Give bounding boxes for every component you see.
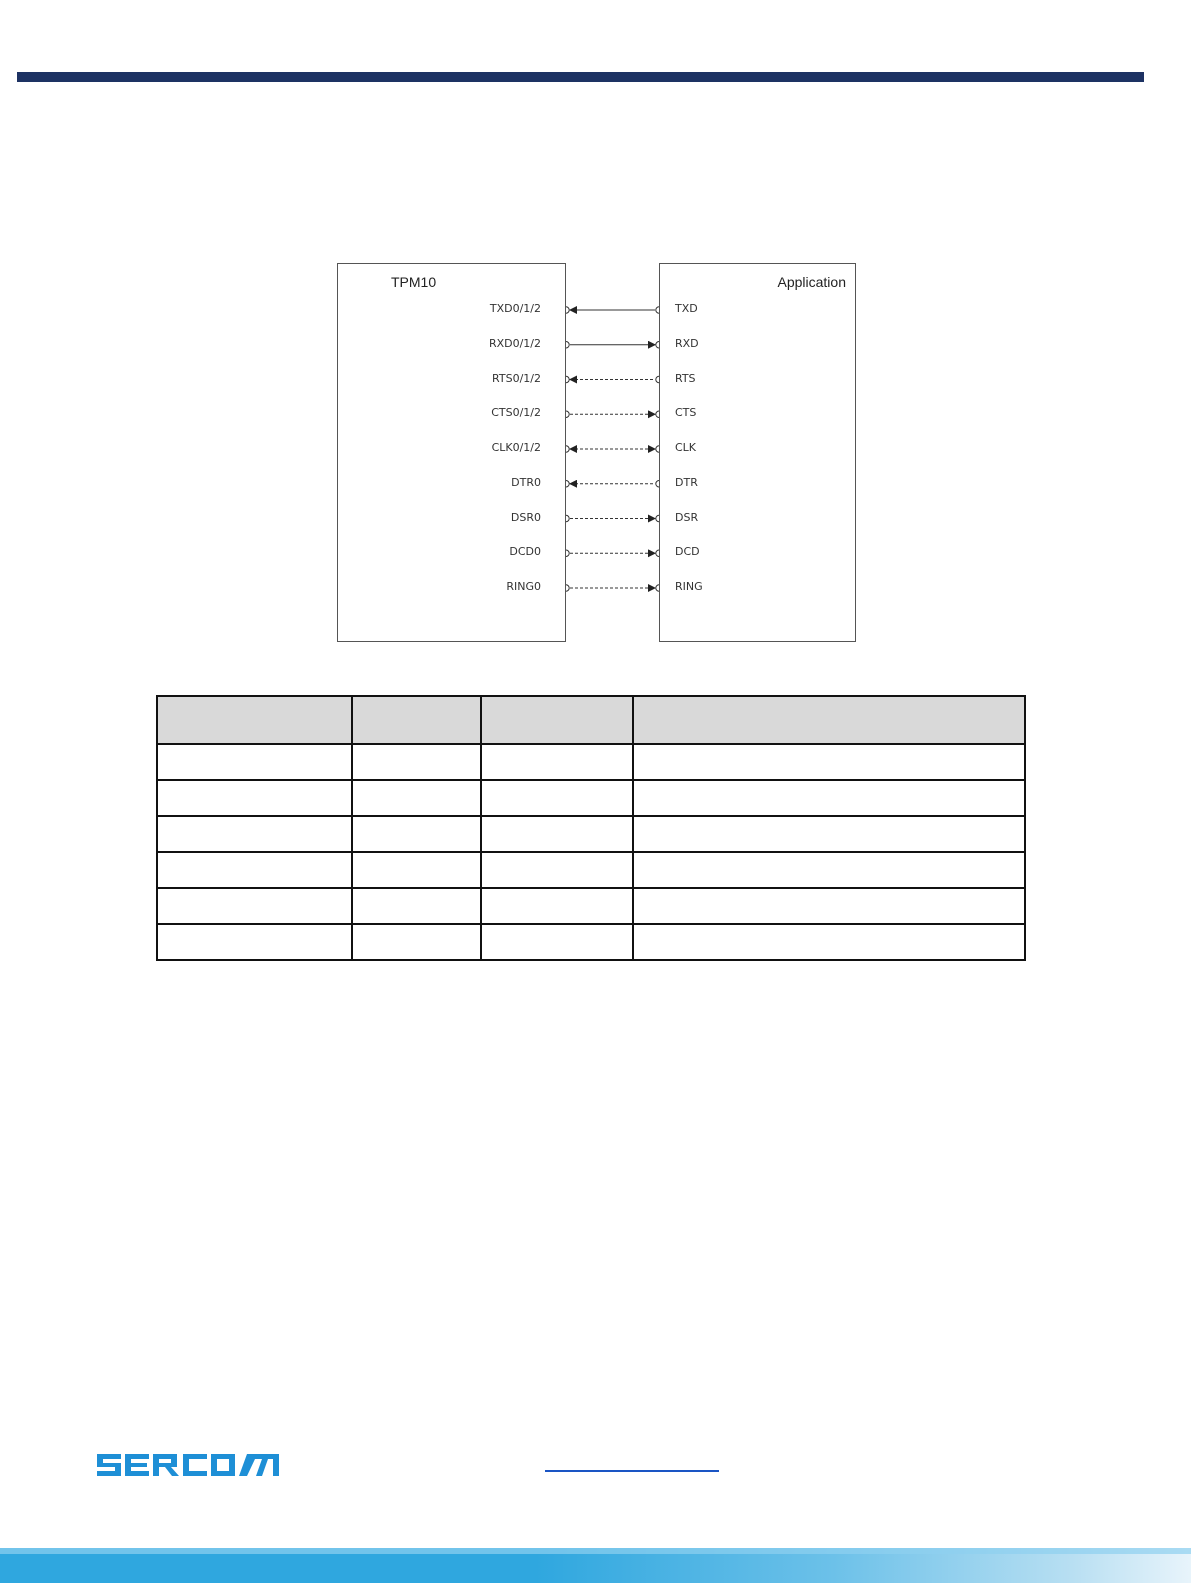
table-cell [633, 780, 1025, 816]
table-row [157, 744, 1025, 780]
application-signal-label: TXD [675, 302, 698, 315]
table-cell [157, 888, 352, 924]
tpm10-signal-label: TXD0/1/2 [489, 302, 541, 315]
table-cell [352, 780, 481, 816]
tpm10-signal-label: RXD0/1/2 [488, 336, 541, 350]
table-cell [481, 924, 633, 960]
table-cell [352, 888, 481, 924]
table-row [157, 816, 1025, 852]
tpm10-block-title: TPM10 [391, 274, 437, 290]
table-header-cell [633, 696, 1025, 744]
table-cell [481, 888, 633, 924]
application-signal-label: CLK [675, 441, 697, 454]
table-cell [157, 924, 352, 960]
table-header-cell [157, 696, 352, 744]
table-cell [481, 852, 633, 888]
table-cell [633, 888, 1025, 924]
application-signal-label: DCD [675, 545, 700, 559]
table-cell [633, 852, 1025, 888]
table-cell [633, 816, 1025, 852]
application-signal-label: RTS [675, 371, 696, 385]
table-cell [157, 744, 352, 780]
table-row [157, 780, 1025, 816]
tpm10-signal-label: RTS0/1/2 [492, 371, 541, 385]
tpm10-signal-label: DSR0 [510, 510, 541, 524]
table-header-cell [481, 696, 633, 744]
table-cell [157, 780, 352, 816]
table-cell [633, 744, 1025, 780]
pin-table [156, 695, 1024, 961]
application-signal-label: RXD [675, 336, 699, 350]
table-row [157, 924, 1025, 960]
application-block-title: Application [777, 274, 846, 290]
table-cell [352, 924, 481, 960]
table-cell [481, 816, 633, 852]
uart-connection-diagram [330, 255, 870, 655]
footer-band [0, 1548, 1191, 1583]
table-cell [352, 744, 481, 780]
table-cell [157, 852, 352, 888]
tpm10-signal-label: CLK0/1/2 [491, 441, 541, 454]
application-signal-label: DSR [675, 510, 699, 524]
tpm10-signal-label: DCD0 [509, 545, 541, 559]
application-signal-label: CTS [675, 406, 697, 420]
tpm10-signal-label: RING0 [506, 580, 541, 593]
table-row [157, 888, 1025, 924]
table-row [157, 852, 1025, 888]
table-cell [352, 852, 481, 888]
tpm10-signal-label: DTR0 [511, 475, 541, 489]
sercom-logo [95, 1450, 283, 1480]
application-signal-label: DTR [675, 475, 698, 489]
table-cell [481, 744, 633, 780]
application-signal-label: RING [675, 580, 703, 593]
website-link[interactable] [545, 1470, 719, 1472]
table-cell [157, 816, 352, 852]
table-cell [481, 780, 633, 816]
table-header-row [157, 696, 1025, 744]
table-cell [633, 924, 1025, 960]
table-cell [352, 816, 481, 852]
header-rule [17, 72, 1144, 82]
tpm10-signal-label: CTS0/1/2 [491, 406, 541, 420]
table-header-cell [352, 696, 481, 744]
